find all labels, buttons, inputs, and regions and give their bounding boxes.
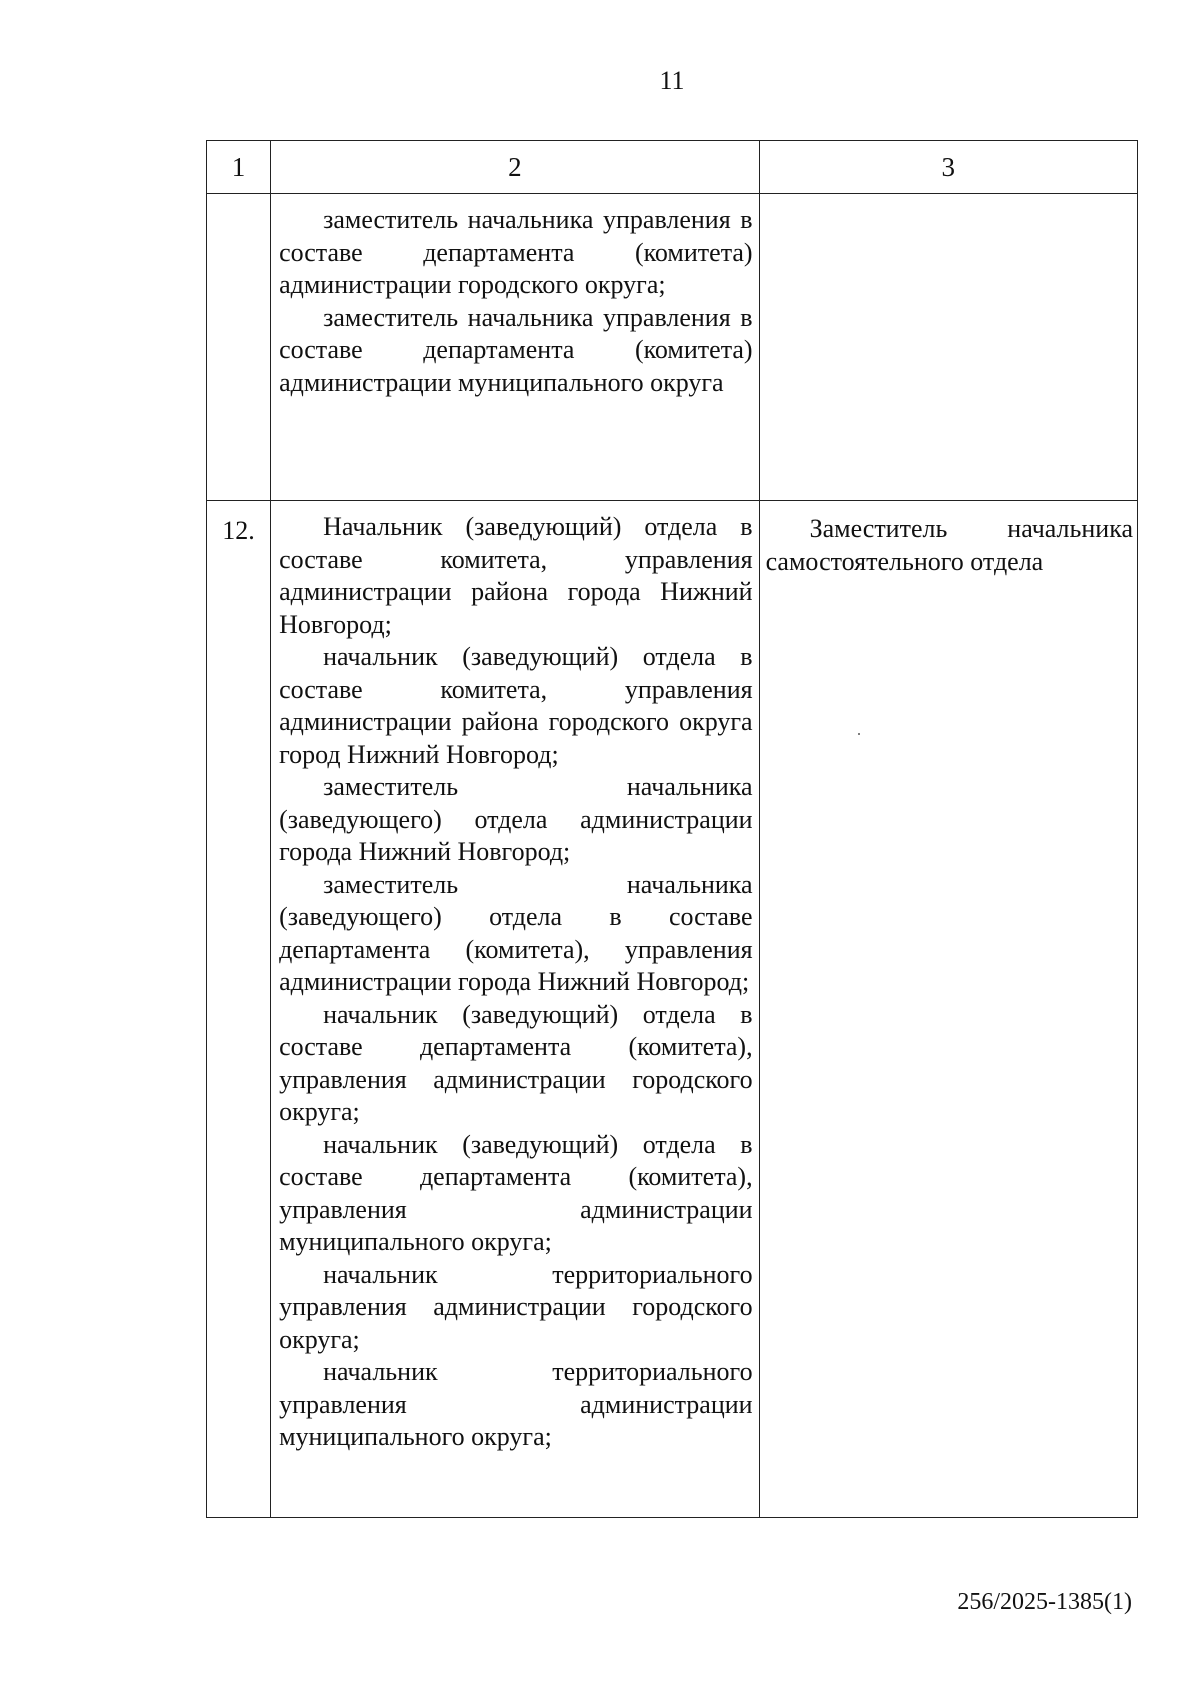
row-number [207,194,271,501]
position-item: начальник (заведующий) отдела в составе департамента (комитета), управления администрации муниципального округа; [279,1129,753,1256]
position-item: начальник территориального управления администрации городского округа; [279,1259,753,1354]
equivalent-position-cell [759,501,1137,1518]
positions-table [206,140,1138,1518]
header-col-2: 2 [271,141,760,194]
equivalent-position-cell [759,194,1137,501]
table-header-row [207,141,1138,194]
position-item: заместитель начальника (заведующего) отдела в составе департамента (комитета), управления администрации города Нижний Новгород; [279,869,753,996]
table-row [207,501,1138,1518]
position-item: начальник (заведующий) отдела в составе департамента (комитета), управления администрации городского округа; [279,999,753,1126]
position-item: заместитель начальника управления в составе департамента (комитета) администрации городского округа; [279,205,753,299]
position-item: заместитель начальника управления в составе департамента (комитета) администрации муниципального округа [279,302,753,397]
position-list-cell [271,501,760,1518]
page-number: 11 [659,66,685,95]
position-item: начальник (заведующий) отдела в составе комитета, управления администрации района городского округа город Нижний Новгород; [279,642,753,769]
equivalent-position: Заместитель начальника самостоятельного отдела [765,514,1133,576]
row-number: 12. [207,501,271,1518]
position-list-cell [271,194,760,501]
scan-speck [858,733,860,735]
table-row [207,194,1138,501]
position-item: Начальник (заведующий) отдела в составе комитета, управления администрации района города Нижний Новгород; [279,512,753,639]
position-item: заместитель начальника (заведующего) отдела администрации города Нижний Новгород; [279,772,753,866]
document-code: 256/2025-1385(1) [957,1589,1132,1615]
header-col-3: 3 [759,141,1137,194]
header-col-1: 1 [207,141,271,194]
position-item: начальник территориального управления администрации муниципального округа; [279,1357,753,1451]
